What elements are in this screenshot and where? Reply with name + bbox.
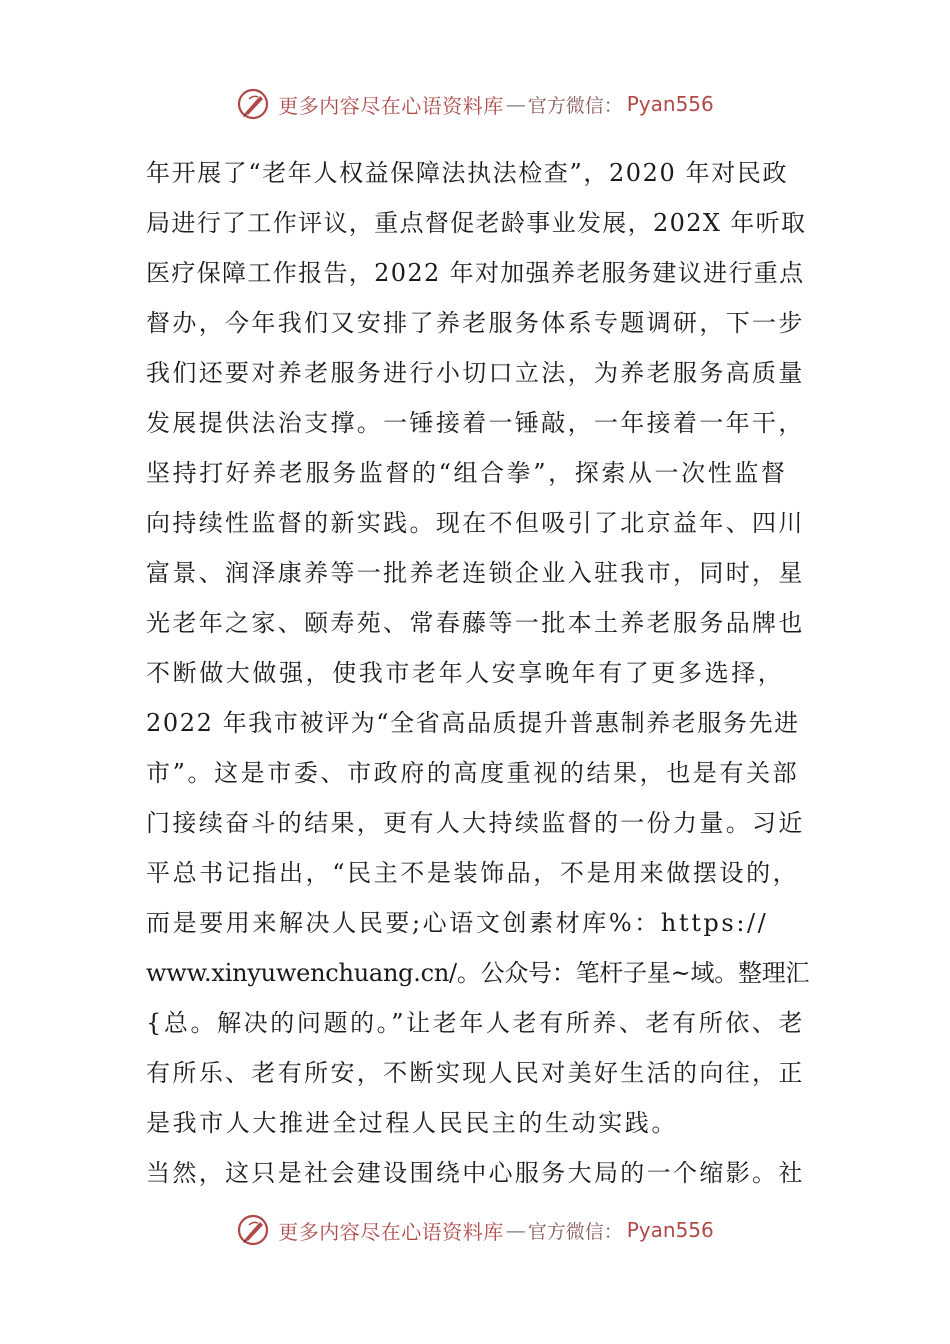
pen-logo-icon (236, 1213, 270, 1247)
body-line: 局进行了工作评议，重点督促老龄事业发展，202X 年听取 (146, 209, 807, 237)
body-line: 光老年之家、颐寿苑、常春藤等一批本土养老服务品牌也 (146, 609, 805, 637)
body-line: 有所乐、老有所安，不断实现人民对美好生活的向往，正 (146, 1059, 805, 1087)
body-line: 门接续奋斗的结果，更有人大持续监督的一份力量。习近 (146, 809, 805, 837)
body-line: 督办，今年我们又安排了养老服务体系专题调研，下一步 (146, 309, 805, 337)
watermark-label: 官方微信： (527, 1220, 623, 1243)
body-line: 2022 年我市被评为“全省高品质提升普惠制养老服务先进 (146, 709, 800, 737)
body-line: 市”。这是市委、市政府的高度重视的结果，也是有关部 (146, 759, 800, 787)
body-line: {总。解决的问题的。”让老年人老有所养、老有所依、老 (146, 1009, 806, 1037)
watermark-brand: 更多内容尽在心语资料库 (278, 93, 504, 118)
body-line: 富景、润泽康养等一批养老连锁企业入驻我市，同时，星 (146, 559, 805, 587)
watermark-wechat-id: Pyan556 (626, 92, 714, 116)
body-line: 发展提供法治支撑。一锤接着一锤敲，一年接着一年干， (146, 409, 805, 437)
header-watermark (0, 84, 950, 124)
watermark-label: 官方微信： (527, 94, 623, 117)
watermark-wechat-id: Pyan556 (626, 1218, 714, 1242)
body-line: 向持续性监督的新实践。现在不但吸引了北京益年、四川 (146, 509, 805, 537)
body-line: 医疗保障工作报告，2022 年对加强养老服务建议进行重点 (146, 259, 805, 287)
body-line: 年开展了“老年人权益保障法执法检查”，2020 年对民政 (146, 159, 789, 187)
watermark-dash: — (505, 1218, 526, 1242)
watermark-brand: 更多内容尽在心语资料库 (278, 1219, 504, 1244)
pen-logo-icon (236, 87, 270, 121)
body-line: 而是要用来解决人民要;心语文创素材库%：https:// (146, 909, 769, 937)
body-line: 是我市人大推进全过程人民民主的生动实践。 (146, 1109, 678, 1137)
body-line: 不断做大做强，使我市老年人安享晚年有了更多选择， (146, 659, 785, 687)
footer-watermark (0, 1210, 950, 1250)
body-line: 平总书记指出，“民主不是装饰品，不是用来做摆设的， (146, 859, 800, 887)
body-line: 当然，这只是社会建设围绕中心服务大局的一个缩影。社 (146, 1159, 805, 1187)
body-line: www.xinyuwenchuang.cn/。公众号：笔杆子星~域。整理汇 (146, 959, 810, 987)
document-body (146, 148, 810, 1198)
body-line: 坚持打好养老服务监督的“组合拳”，探索从一次性监督 (146, 459, 788, 487)
body-line: 我们还要对养老服务进行小切口立法，为养老服务高质量 (146, 359, 805, 387)
watermark-dash: — (505, 92, 526, 116)
